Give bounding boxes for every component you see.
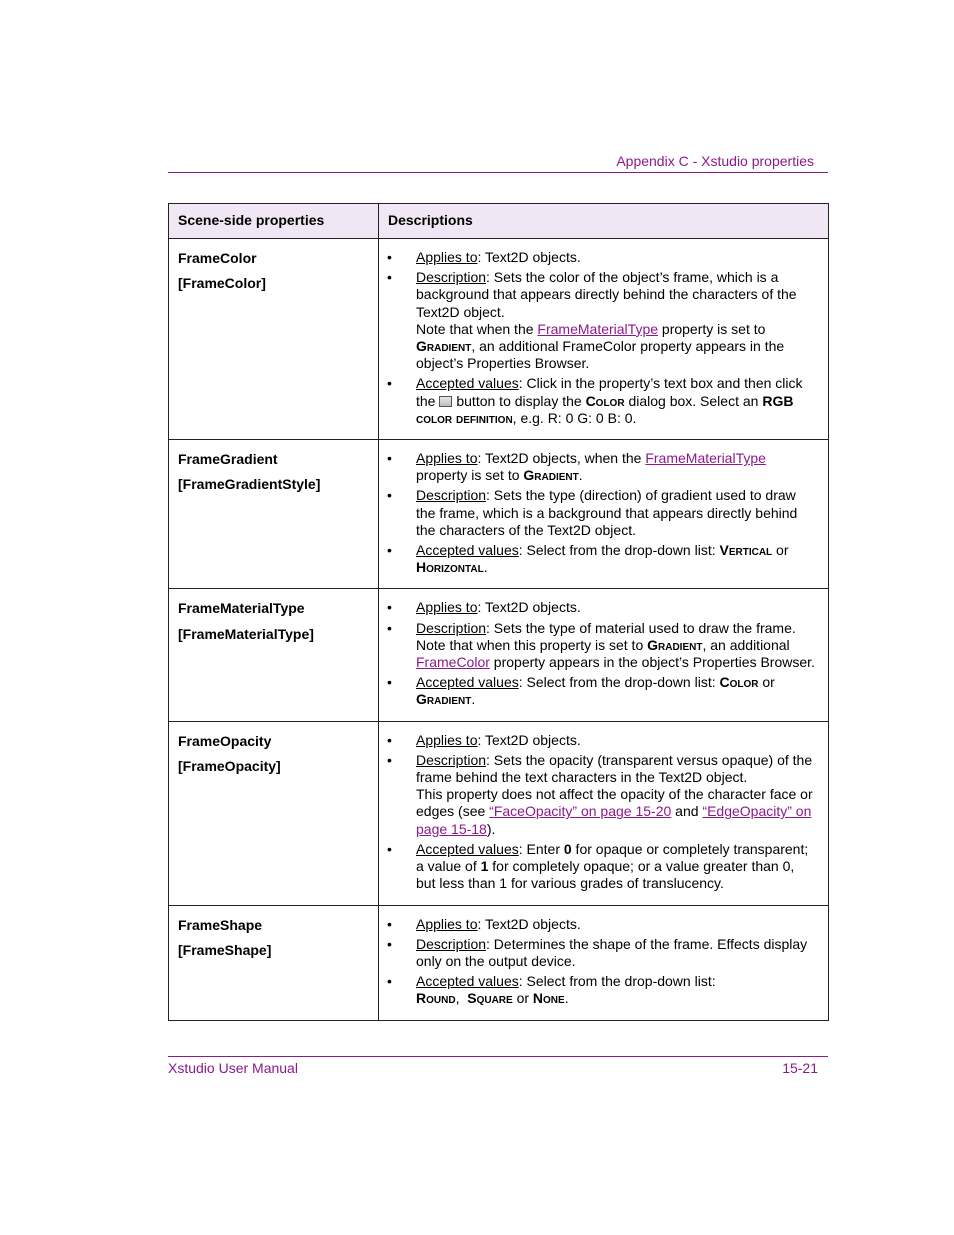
table-row xyxy=(169,440,829,589)
property-cell xyxy=(169,905,379,1020)
property-tag: [FrameOpacity] xyxy=(178,757,281,774)
column-header-properties: Scene-side properties xyxy=(169,204,379,239)
list-item xyxy=(379,375,816,427)
keyword: None xyxy=(532,990,565,1007)
bullet-text: : Select from the drop-down list: xyxy=(518,973,716,990)
bullet-text: . xyxy=(578,467,583,484)
table-row xyxy=(169,905,829,1020)
running-header: Appendix C - Xstudio properties xyxy=(616,153,814,169)
property-tag: [FrameColor] xyxy=(178,275,266,292)
keyword: Vertical xyxy=(719,542,773,559)
bullet-text: for opaque or completely transparent; a value of xyxy=(416,840,809,875)
keyword: color definition xyxy=(416,409,513,426)
bullet-text: : Sets the type of material used to draw the frame. xyxy=(486,619,796,636)
bullet-label: Accepted values xyxy=(416,674,519,691)
bullet-label: Applies to xyxy=(416,249,478,265)
list-item xyxy=(379,936,816,970)
keyword: 1 xyxy=(480,858,489,875)
bullet-text: , an additional xyxy=(702,636,790,653)
property-cell xyxy=(169,440,379,589)
list-item xyxy=(379,674,816,708)
list-item xyxy=(379,450,816,484)
bullet-text: , e.g. R: 0 G: 0 B: 0. xyxy=(512,409,637,426)
bullet-text: or xyxy=(512,990,533,1007)
table-row xyxy=(169,589,829,721)
keyword: Gradient xyxy=(523,467,579,484)
table-header-row xyxy=(169,204,829,239)
list-item xyxy=(379,249,816,266)
bullet-text: Note that when this property is set to xyxy=(416,636,648,653)
bullet-text: : Click in the property’s text box and then click the xyxy=(416,375,803,409)
link-faceopacity[interactable]: “FaceOpacity” on page 15-20 xyxy=(489,803,672,820)
bullet-text: : Text2D objects. xyxy=(477,915,581,932)
table-row xyxy=(169,239,829,440)
list-item xyxy=(379,973,816,1007)
property-cell xyxy=(169,721,379,905)
list-item xyxy=(379,916,816,933)
keyword: Color xyxy=(585,392,625,409)
bullet-text: property appears in the object’s Properties Browser. xyxy=(489,654,815,671)
description-cell xyxy=(379,589,829,721)
property-name: FrameColor xyxy=(178,250,257,266)
keyword: RGB xyxy=(762,392,794,409)
bullet-text: : Text2D objects, when the xyxy=(477,450,646,467)
footer-manual-title: Xstudio User Manual xyxy=(168,1060,298,1076)
list-item xyxy=(379,732,816,749)
description-cell xyxy=(379,239,829,440)
list-item xyxy=(379,752,816,838)
link-edgeopacity[interactable]: “EdgeOpacity” on page 15-18 xyxy=(416,803,812,837)
bullet-text: : Determines the shape of the frame. Effects display only on the output device. xyxy=(416,935,808,969)
list-item xyxy=(379,599,816,616)
bullet-label: Accepted values xyxy=(416,542,519,559)
bullet-text: : Sets the color of the object’s frame, which is a background that appears directly behind the characters of the Text2D object. xyxy=(416,269,797,320)
bullet-label: Description xyxy=(416,619,487,636)
bullet-text: This property does not affect the opacity of the character face or edges (see xyxy=(416,786,813,820)
bullet-label: Description xyxy=(416,751,487,768)
link-framecolor[interactable]: FrameColor xyxy=(416,654,490,671)
list-item xyxy=(379,841,816,893)
bullet-text: Note that when the xyxy=(416,320,538,337)
list-item xyxy=(379,269,816,372)
bullet-text: and xyxy=(671,803,703,820)
link-framematerialtype[interactable]: FrameMaterialType xyxy=(537,320,659,337)
bullet-label: Accepted values xyxy=(416,840,519,857)
property-tag: [FrameShape] xyxy=(178,941,272,958)
bullet-text: : Text2D objects. xyxy=(477,731,581,748)
keyword: Gradient xyxy=(647,636,703,653)
bullet-text: : Select from the drop-down list: xyxy=(518,674,720,691)
footer-rule xyxy=(168,1056,828,1057)
description-cell xyxy=(379,440,829,589)
bullet-text: : Select from the drop-down list: xyxy=(518,542,720,559)
property-tag: [FrameGradientStyle] xyxy=(178,476,321,493)
bullet-text: : Text2D objects. xyxy=(477,249,581,265)
bullet-label: Accepted values xyxy=(416,375,519,392)
property-name: FrameOpacity xyxy=(178,732,272,749)
property-name: FrameGradient xyxy=(178,451,278,468)
keyword: Horizontal xyxy=(416,559,484,576)
keyword: 0 xyxy=(563,840,572,857)
bullet-text: or xyxy=(772,542,789,559)
table-row xyxy=(169,721,829,905)
bullet-label: Description xyxy=(416,935,487,952)
browse-button-icon xyxy=(439,396,452,407)
keyword: Gradient xyxy=(416,691,472,708)
bullet-text: . xyxy=(471,691,476,708)
bullet-label: Applies to xyxy=(416,599,478,616)
keyword: Color xyxy=(719,674,759,691)
description-cell xyxy=(379,905,829,1020)
bullet-label: Description xyxy=(416,269,487,286)
property-tag: [FrameMaterialType] xyxy=(178,625,314,642)
bullet-text: property is set to xyxy=(658,320,766,337)
list-item xyxy=(379,620,816,672)
bullet-label: Applies to xyxy=(416,731,478,748)
bullet-label: Applies to xyxy=(416,915,478,932)
bullet-text: ). xyxy=(486,820,496,837)
property-cell xyxy=(169,239,379,440)
property-name: FrameShape xyxy=(178,916,263,933)
bullet-label: Accepted values xyxy=(416,973,519,990)
bullet-text: dialog box. Select an xyxy=(624,392,763,409)
keyword: Round xyxy=(416,990,456,1007)
bullet-text: , xyxy=(455,990,468,1007)
link-framematerialtype[interactable]: FrameMaterialType xyxy=(645,450,766,467)
properties-table xyxy=(168,203,829,1021)
column-header-descriptions: Descriptions xyxy=(379,204,829,239)
bullet-text: , an additional FrameColor property appears in the object’s Properties Browser. xyxy=(416,338,785,372)
bullet-text: . xyxy=(483,559,488,576)
bullet-text: or xyxy=(758,674,775,691)
bullet-text: : Enter xyxy=(518,840,564,857)
bullet-text: : Sets the type (direction) of gradient used to draw the frame, which is a background that appears directly behind the characters of the Text2D object. xyxy=(416,487,798,538)
bullet-text: : Text2D objects. xyxy=(477,599,581,616)
description-cell xyxy=(379,721,829,905)
list-item xyxy=(379,487,816,539)
keyword: Square xyxy=(467,990,513,1007)
bullet-text: property is set to xyxy=(416,467,524,484)
bullet-text: . xyxy=(564,990,569,1007)
header-rule xyxy=(168,172,828,173)
keyword: Gradient xyxy=(416,338,472,355)
property-cell xyxy=(169,589,379,721)
list-item xyxy=(379,542,816,576)
bullet-label: Applies to xyxy=(416,450,478,467)
bullet-label: Description xyxy=(416,487,487,504)
property-name: FrameMaterialType xyxy=(178,600,305,617)
page-number: 15-21 xyxy=(782,1060,818,1076)
bullet-text: : Sets the opacity (transparent versus opaque) of the frame behind the text characters in the Text2D object. xyxy=(416,751,813,786)
bullet-text: button to display the xyxy=(456,392,586,409)
bullet-text: for completely opaque; or a value greater than 0, but less than 1 for various grades of translucency. xyxy=(416,858,795,892)
